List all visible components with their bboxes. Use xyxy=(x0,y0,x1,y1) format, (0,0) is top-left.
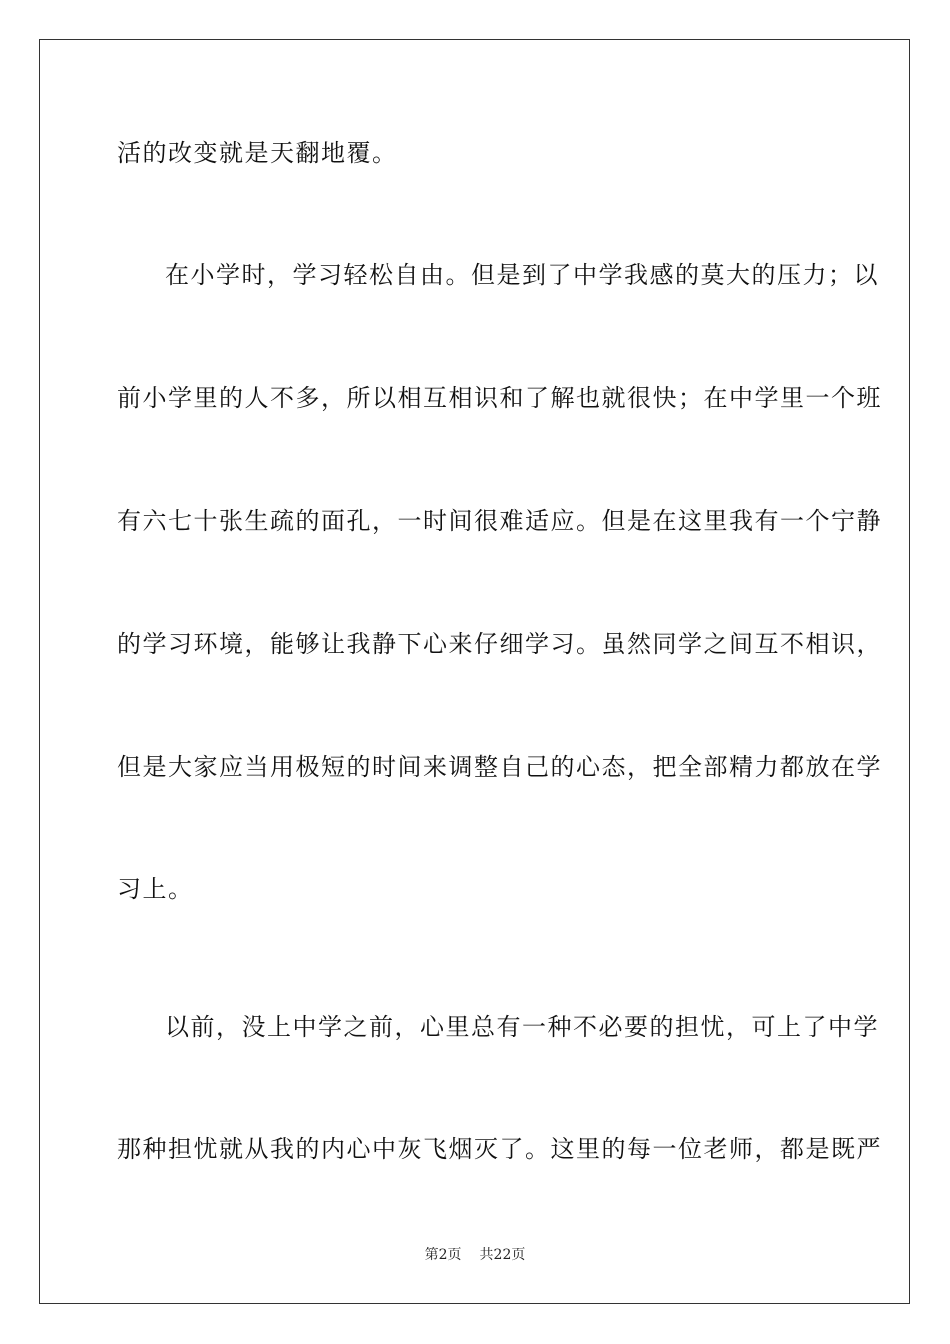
paragraph-line-6: 但是大家应当用极短的时间来调整自己的心态，把全部精力都放在学 xyxy=(117,753,882,781)
page-total: 共22页 xyxy=(479,1247,526,1263)
paragraph-line-7: 习上。 xyxy=(117,875,194,903)
page-number: 第2页 xyxy=(424,1247,462,1263)
paragraph-line-1: 活的改变就是天翻地覆。 xyxy=(117,139,398,167)
paragraph-line-9: 那种担忧就从我的内心中灰飞烟灭了。这里的每一位老师，都是既严 xyxy=(117,1135,882,1163)
page-footer xyxy=(0,1246,950,1264)
page-border xyxy=(39,39,910,1304)
paragraph-line-8: 以前，没上中学之前，心里总有一种不必要的担忧，可上了中学 xyxy=(165,1013,879,1041)
paragraph-line-5: 的学习环境，能够让我静下心来仔细学习。虽然同学之间互不相识， xyxy=(117,630,882,658)
paragraph-line-4: 有六七十张生疏的面孔，一时间很难适应。但是在这里我有一个宁静 xyxy=(117,507,882,535)
paragraph-line-2: 在小学时，学习轻松自由。但是到了中学我感的莫大的压力；以 xyxy=(165,261,879,289)
paragraph-line-3: 前小学里的人不多，所以相互相识和了解也就很快；在中学里一个班 xyxy=(117,384,882,412)
